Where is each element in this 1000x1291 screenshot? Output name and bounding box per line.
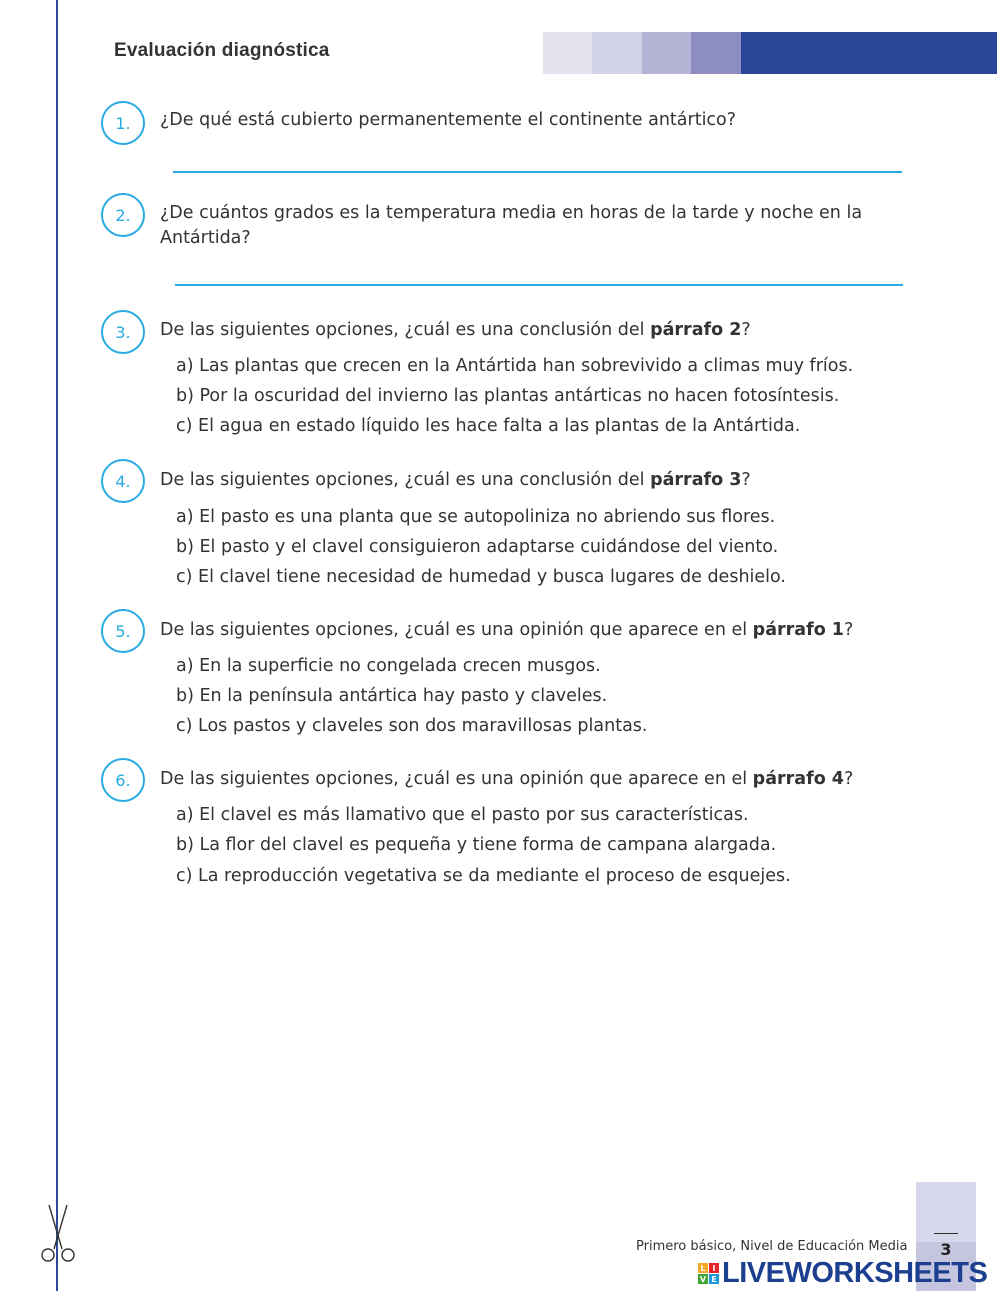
question-prefix: De las siguientes opciones, ¿cuál es una conclusión del — [160, 470, 651, 490]
question-text: ¿De qué está cubierto permanentemente el continente antártico? — [160, 110, 737, 130]
answer-option[interactable]: c) El agua en estado líquido les hace falta a las plantas de la Antártida. — [176, 416, 801, 436]
question-suffix: ? — [741, 320, 751, 340]
answer-option[interactable]: a) En la superficie no congelada crecen musgos. — [176, 656, 601, 676]
logo-letter: L — [698, 1263, 708, 1273]
answer-option[interactable]: a) El clavel es más llamativo que el pasto por sus características. — [176, 805, 749, 825]
question-number: 3. — [101, 310, 145, 354]
answer-option[interactable]: b) En la península antártica hay pasto y claveles. — [176, 686, 608, 706]
question-text — [160, 468, 880, 493]
answer-option[interactable]: c) Los pastos y claveles son dos maravillosas plantas. — [176, 716, 648, 736]
logo-letter: I — [709, 1263, 719, 1273]
answer-option[interactable]: a) Las plantas que crecen en la Antártida han sobrevivido a climas muy fríos. — [176, 356, 854, 376]
liveworksheets-logo[interactable] — [698, 1257, 987, 1290]
margin-line — [56, 0, 58, 1291]
logo-grid-icon — [698, 1263, 719, 1284]
header-bar-segment — [741, 32, 997, 74]
logo-text: LIVEWORKSHEETS — [722, 1257, 988, 1289]
question-text — [160, 201, 880, 251]
answer-option[interactable]: b) El pasto y el clavel consiguieron adaptarse cuidándose del viento. — [176, 537, 779, 557]
logo-letter: V — [699, 1274, 707, 1284]
paragraph-reference: párrafo 4 — [752, 769, 844, 789]
page-number: 3 — [940, 1240, 952, 1259]
header-bar-segment — [592, 32, 642, 74]
question-suffix: ? — [843, 769, 854, 789]
question-number: 2. — [101, 193, 145, 237]
footer-text: Primero básico, Nivel de Educación Media — [636, 1239, 908, 1254]
logo-letter: E — [709, 1274, 719, 1284]
page-divider — [934, 1233, 958, 1234]
answer-option[interactable]: c) El clavel tiene necesidad de humedad y busca lugares de deshielo. — [176, 567, 786, 587]
question-text — [160, 618, 880, 643]
paragraph-reference: párrafo 2 — [650, 320, 742, 340]
question-suffix: ? — [741, 470, 751, 490]
scissors-icon — [38, 1203, 78, 1267]
question-text-line: Antártida? — [160, 228, 251, 248]
paragraph-reference: párrafo 1 — [752, 620, 844, 640]
answer-option[interactable]: a) El pasto es una planta que se autopoliniza no abriendo sus flores. — [176, 507, 776, 527]
question-prefix: De las siguientes opciones, ¿cuál es una conclusión del — [160, 320, 651, 340]
answer-option[interactable]: b) Por la oscuridad del invierno las plantas antárticas no hacen fotosíntesis. — [176, 386, 840, 406]
header-bar-segment — [543, 32, 592, 74]
question-prefix: De las siguientes opciones, ¿cuál es una opinión que aparece en el — [160, 620, 753, 640]
page-title: Evaluación diagnóstica — [114, 40, 330, 61]
question-number: 1. — [101, 101, 145, 145]
paragraph-reference: párrafo 3 — [650, 470, 742, 490]
question-prefix: De las siguientes opciones, ¿cuál es una opinión que aparece en el — [160, 769, 753, 789]
answer-option[interactable]: b) La flor del clavel es pequeña y tiene forma de campana alargada. — [176, 835, 777, 855]
question-text — [160, 767, 880, 792]
question-text-line: ¿De cuántos grados es la temperatura media en horas de la tarde y noche en la — [160, 203, 863, 223]
question-number: 5. — [101, 609, 145, 653]
question-number: 4. — [101, 459, 145, 503]
header-bar-segment — [691, 32, 741, 74]
header-bar-segment — [642, 32, 691, 74]
answer-line[interactable] — [175, 284, 903, 286]
answer-option[interactable]: c) La reproducción vegetativa se da mediante el proceso de esquejes. — [176, 866, 791, 886]
question-number: 6. — [101, 758, 145, 802]
question-suffix: ? — [843, 620, 854, 640]
answer-line[interactable] — [173, 171, 902, 173]
question-text — [160, 318, 880, 343]
